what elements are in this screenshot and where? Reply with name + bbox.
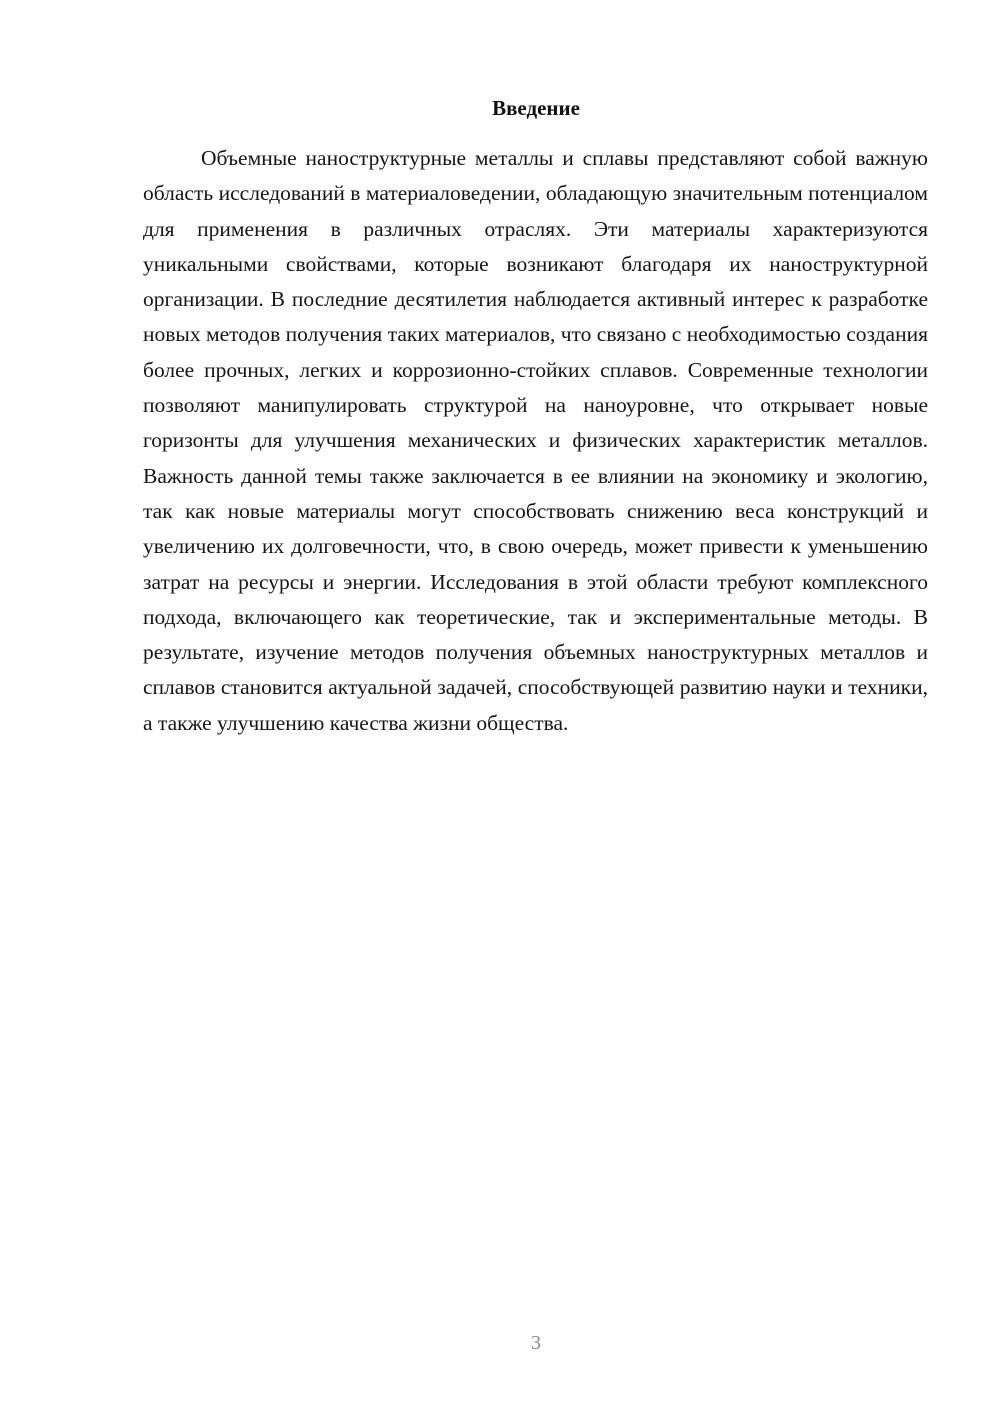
- page-number: 3: [531, 1332, 541, 1354]
- body-paragraph: Объемные наноструктурные металлы и сплавы представляют собой важную область исследований в материаловедении, обладающую значительным потенциалом для применения в различных отраслях. Эти материалы характеризуются уникальными свойствами, которые возникают благодаря их наноструктурной организации. В последние десятилетия наблюдается активный интерес к разработке новых методов получения таких материалов, что связано с необходимостью создания более прочных, легких и коррозионно-стойких сплавов. Современные технологии позволяют манипулировать структурой на наноуровне, что открывает новые горизонты для улучшения механических и физических характеристик металлов. Важность данной темы также заключается в ее влиянии на экономику и экологию, так как новые материалы могут способствовать снижению веса конструкций и увеличению их долговечности, что, в свою очередь, может привести к уменьшению затрат на ресурсы и энергии. Исследования в этой области требуют комплексного подхода, включающего как теоретические, так и экспериментальные методы. В результате, изучение методов получения объемных наноструктурных металлов и сплавов становится актуальной задачей, способствующей развитию науки и техники, а также улучшению качества жизни общества.: [143, 146, 928, 735]
- section-heading: Введение: [492, 96, 580, 120]
